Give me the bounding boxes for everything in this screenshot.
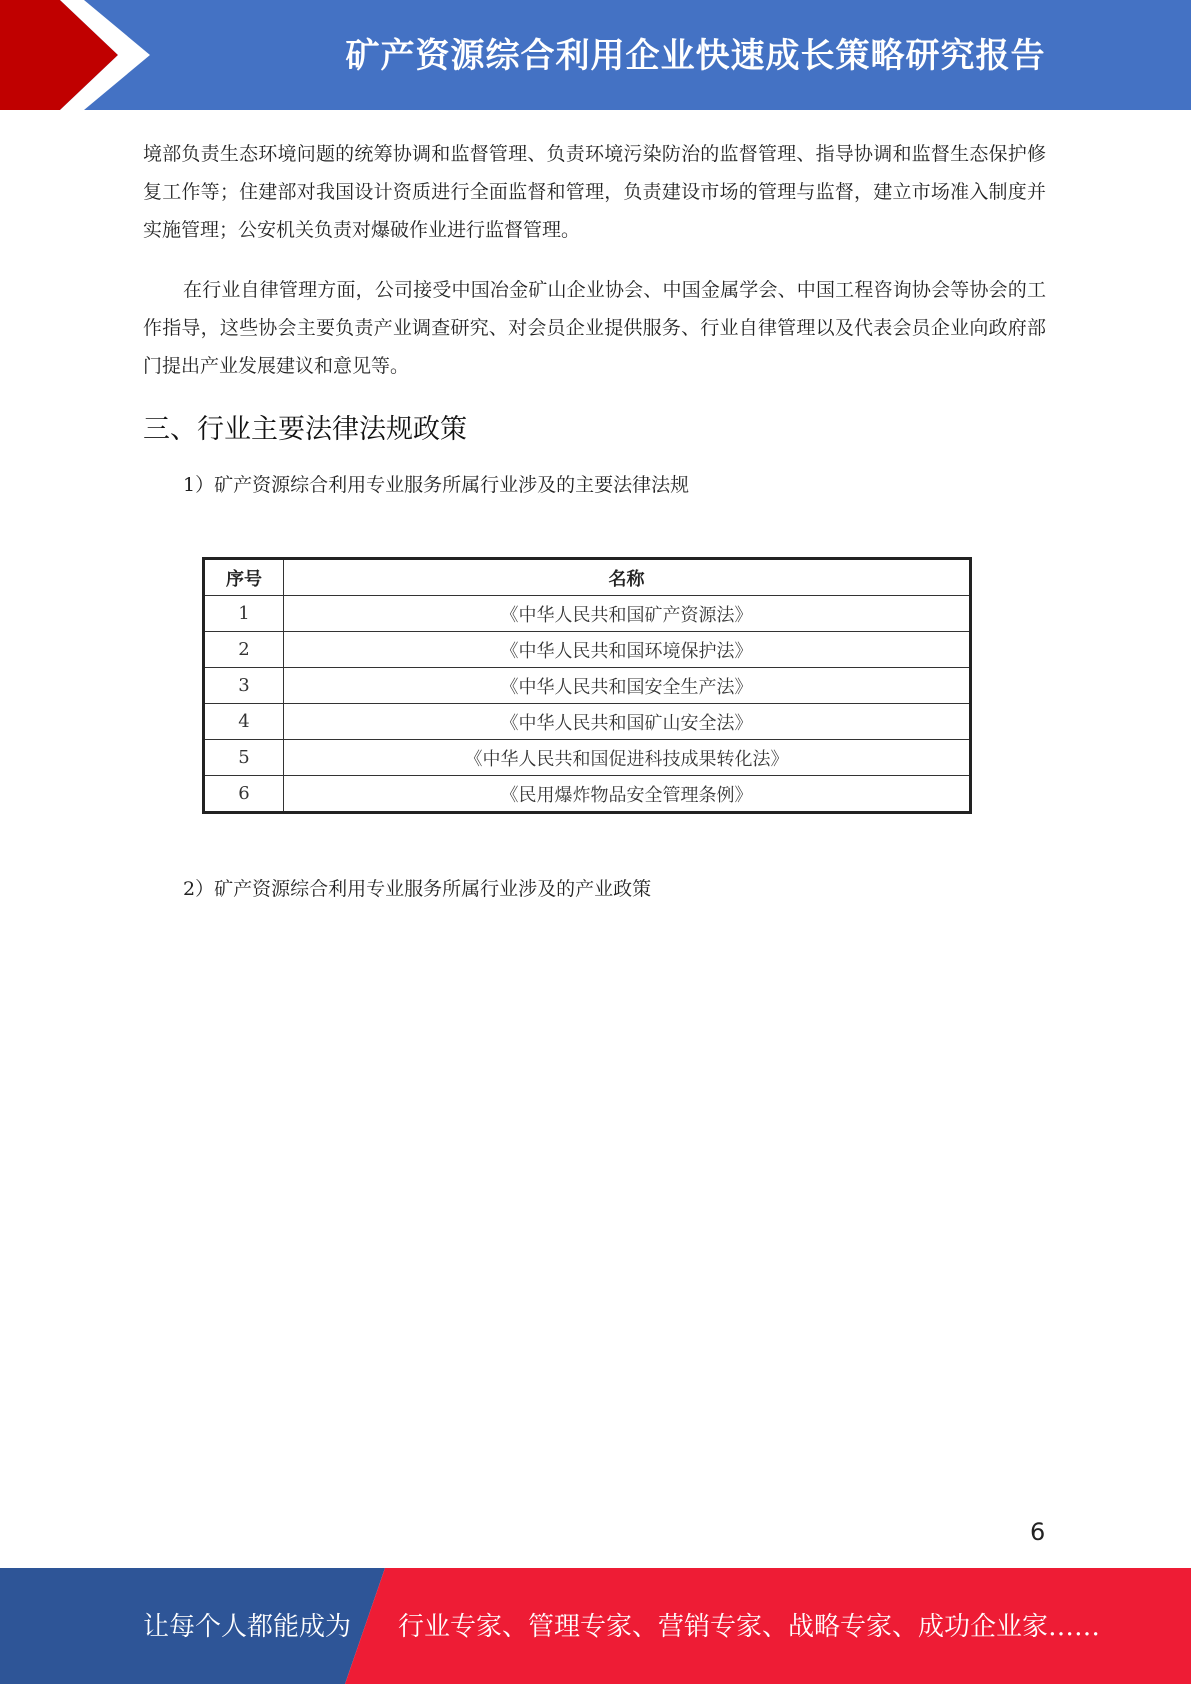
paragraph-2: 在行业自律管理方面，公司接受中国冶金矿山企业协会、中国金属学会、中国工程咨询协会等协会的工作指导，这些协会主要负责产业调查研究、对会员企业提供服务、行业自律管理以及代表会员企业向政府部门提出产业发展建议和意见等。 xyxy=(143,279,1046,377)
table-row xyxy=(204,776,971,813)
header-name: 名称 xyxy=(284,559,971,596)
page-number: 6 xyxy=(1030,1518,1046,1546)
row-number: 3 xyxy=(204,668,284,704)
report-title: 矿产资源综合利用企业快速成长策略研究报告 xyxy=(345,36,1046,76)
table-row xyxy=(204,740,971,776)
paragraph-1: 境部负责生态环境问题的统筹协调和监督管理、负责环境污染防治的监督管理、指导协调和监督生态保护修复工作等；住建部对我国设计资质进行全面监督和管理，负责建设市场的管理与监督，建立市场准入制度并实施管理；公安机关负责对爆破作业进行监督管理。 xyxy=(143,143,1046,241)
row-number: 2 xyxy=(204,632,284,668)
row-law-name: 《中华人民共和国矿山安全法》 xyxy=(284,704,971,740)
table-row xyxy=(204,704,971,740)
page-header xyxy=(0,0,1191,110)
footer-slogan-right: 行业专家、管理专家、营销专家、战略专家、成功企业家…… xyxy=(398,1612,1101,1642)
table-row xyxy=(204,632,971,668)
row-number: 5 xyxy=(204,740,284,776)
table-header-row xyxy=(204,559,971,596)
row-number: 4 xyxy=(204,704,284,740)
row-number: 6 xyxy=(204,776,284,813)
subheading-laws: 1）矿产资源综合利用专业服务所属行业涉及的主要法律法规 xyxy=(183,474,690,496)
row-law-name: 《中华人民共和国促进科技成果转化法》 xyxy=(284,740,971,776)
table-row xyxy=(204,668,971,704)
laws-table xyxy=(202,557,972,814)
row-law-name: 《中华人民共和国矿产资源法》 xyxy=(284,596,971,632)
table-row xyxy=(204,596,971,632)
footer-slogan-left: 让每个人都能成为 xyxy=(143,1612,352,1642)
row-law-name: 《民用爆炸物品安全管理条例》 xyxy=(284,776,971,813)
page-footer xyxy=(0,1568,1191,1684)
row-number: 1 xyxy=(204,596,284,632)
section-heading: 三、行业主要法律法规政策 xyxy=(143,414,467,445)
subheading-policies: 2）矿产资源综合利用专业服务所属行业涉及的产业政策 xyxy=(183,878,652,900)
row-law-name: 《中华人民共和国环境保护法》 xyxy=(284,632,971,668)
header-number: 序号 xyxy=(204,559,284,596)
page-content xyxy=(143,135,1046,504)
row-law-name: 《中华人民共和国安全生产法》 xyxy=(284,668,971,704)
